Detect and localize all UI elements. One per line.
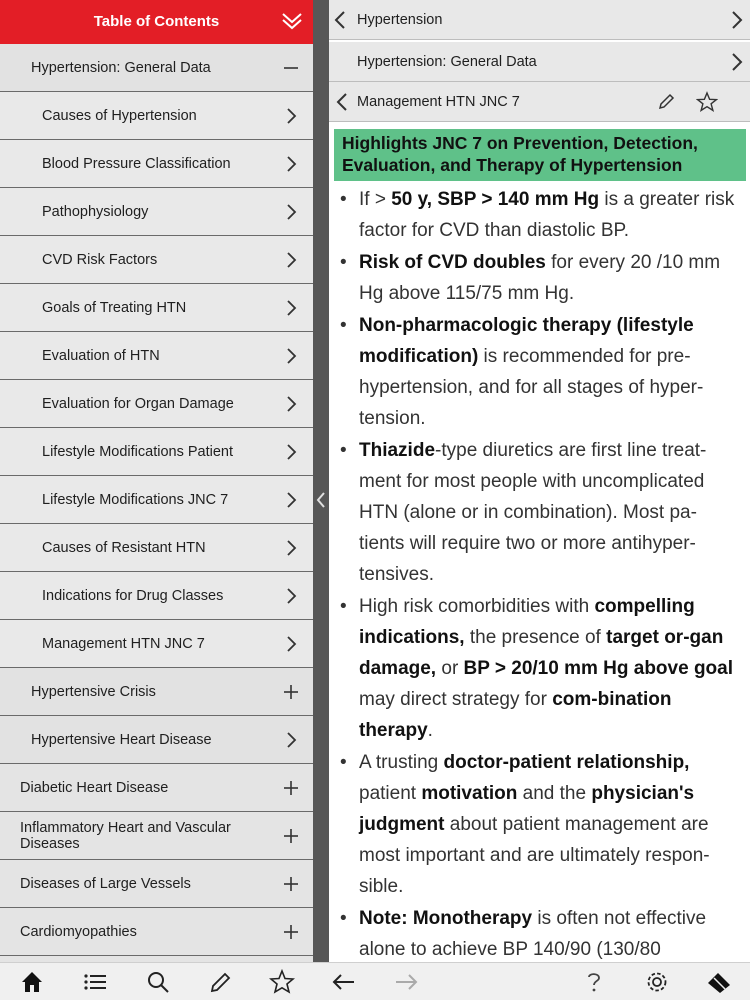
text: is often not effective alone to achieve BP 140/90 (130/80: [359, 908, 707, 960]
nav-level-2[interactable]: [329, 42, 750, 82]
pencil-icon[interactable]: [656, 92, 676, 112]
toc-item-label: Evaluation for Organ Damage: [42, 395, 234, 412]
toc-item-label: Causes of Hypertension: [42, 107, 197, 124]
text: for every 20 /10 mm Hg above 115/75 mm Hg.: [359, 252, 721, 304]
plus-icon[interactable]: [281, 682, 301, 702]
search-icon[interactable]: [145, 969, 171, 995]
text: is recommended for pre-hypertension, and for all stages of hyper-tension.: [359, 346, 704, 429]
toc-item[interactable]: [0, 332, 313, 380]
bullet-item: [337, 591, 742, 746]
text: High risk comorbidities with: [359, 596, 595, 617]
bullet-item: [337, 903, 742, 962]
double-chevron-down-icon[interactable]: [279, 8, 305, 34]
toc-item-label: Goals of Treating HTN: [42, 299, 187, 316]
toc-item-label: Hypertensive Heart Disease: [31, 731, 212, 748]
plus-icon[interactable]: [281, 778, 301, 798]
toc-item-label: Indications for Drug Classes: [42, 587, 224, 604]
star-icon[interactable]: [269, 969, 295, 995]
toc-item[interactable]: [0, 908, 313, 956]
text: If >: [359, 189, 392, 210]
toc-item[interactable]: [0, 140, 313, 188]
toc-item-label: Diabetic Heart Disease: [20, 779, 169, 796]
text: may direct strategy for: [359, 689, 553, 710]
chevron-right-icon[interactable]: [281, 154, 301, 174]
chevron-right-icon[interactable]: [281, 250, 301, 270]
nav-level-1[interactable]: [329, 0, 750, 40]
plus-icon[interactable]: [281, 874, 301, 894]
toc-item[interactable]: [0, 92, 313, 140]
chevron-right-icon[interactable]: [281, 634, 301, 654]
toc-item[interactable]: [0, 860, 313, 908]
bold-text: Risk of CVD doubles: [359, 252, 546, 273]
toc-item[interactable]: [0, 380, 313, 428]
toc-item[interactable]: [0, 428, 313, 476]
nav-level-1-label: Hypertension: [357, 12, 443, 28]
chevron-right-icon[interactable]: [281, 586, 301, 606]
toc-item[interactable]: [0, 716, 313, 764]
home-icon[interactable]: [19, 969, 45, 995]
toc-item[interactable]: [0, 764, 313, 812]
chevron-right-icon[interactable]: [281, 346, 301, 366]
chevron-left-icon[interactable]: [316, 490, 326, 510]
bullet-item: [337, 184, 742, 246]
chevron-right-icon[interactable]: [730, 52, 744, 72]
chevron-right-icon[interactable]: [281, 394, 301, 414]
toc-item-label: Lifestyle Modifications JNC 7: [42, 491, 229, 508]
text: and the: [517, 783, 592, 804]
content-panel: [329, 0, 750, 962]
list-icon[interactable]: [82, 969, 108, 995]
chevron-right-icon[interactable]: [281, 298, 301, 318]
toc-item[interactable]: [0, 44, 313, 92]
text: the presence of: [464, 627, 607, 648]
chevron-right-icon[interactable]: [281, 106, 301, 126]
plus-icon[interactable]: [281, 922, 301, 942]
text: or: [436, 658, 464, 679]
text: .: [427, 720, 433, 741]
bullet-item: [337, 435, 742, 590]
bold-text: 50 y, SBP > 140 mm Hg: [391, 189, 600, 210]
text: about patient management are most important and are ultimately respon-sible.: [359, 814, 710, 897]
pencil-icon[interactable]: [208, 969, 234, 995]
toc-item-label: Evaluation of HTN: [42, 347, 160, 364]
article-heading: Highlights JNC 7 on Prevention, Detection, Evaluation, and Therapy of Hypertension: [334, 129, 746, 181]
plus-icon[interactable]: [281, 826, 301, 846]
bold-text: compelling indications,: [359, 596, 695, 648]
article-content: [329, 122, 750, 962]
toc-item-label: Management HTN JNC 7: [42, 635, 205, 652]
toc-title: Table of Contents: [93, 13, 220, 30]
toc-item-label: Blood Pressure Classification: [42, 155, 231, 172]
text: A trusting: [359, 752, 444, 773]
split-divider[interactable]: [313, 0, 329, 962]
minus-icon[interactable]: [281, 58, 301, 78]
chevron-right-icon[interactable]: [281, 490, 301, 510]
chevron-right-icon[interactable]: [281, 538, 301, 558]
toc-item-label: Pathophysiology: [42, 203, 149, 220]
toc-item-label: Cardiomyopathies: [20, 923, 137, 940]
bold-text: Note: Monotherapy: [359, 908, 533, 929]
toc-panel: [0, 0, 313, 962]
toc-header: [0, 0, 313, 44]
bullet-item: [337, 747, 742, 902]
chevron-right-icon[interactable]: [281, 730, 301, 750]
toc-item[interactable]: [0, 620, 313, 668]
chevron-left-icon[interactable]: [335, 92, 349, 112]
chevron-right-icon[interactable]: [730, 10, 744, 30]
toc-item-label: Inflammatory Heart and Vascular Diseases: [20, 819, 231, 852]
toc-item[interactable]: [0, 572, 313, 620]
toc-list: [0, 44, 313, 956]
chevron-right-icon[interactable]: [281, 202, 301, 222]
toc-item[interactable]: [0, 812, 313, 860]
toc-item[interactable]: [0, 284, 313, 332]
toc-item-label: Diseases of Large Vessels: [20, 875, 191, 892]
text: is a greater risk factor for CVD than diastolic BP.: [359, 189, 735, 241]
star-icon[interactable]: [696, 91, 718, 113]
bold-text: BP > 20/10 mm Hg above goal: [463, 658, 733, 679]
toc-item-label: Hypertension: General Data: [31, 59, 211, 76]
back-arrow-icon[interactable]: [331, 969, 357, 995]
forward-arrow-icon[interactable]: [393, 969, 419, 995]
toc-item[interactable]: [0, 524, 313, 572]
toc-item-label: Causes of Resistant HTN: [42, 539, 206, 556]
nav-level-3[interactable]: [329, 82, 750, 122]
help-icon[interactable]: [581, 969, 607, 995]
text: patient: [359, 783, 422, 804]
nav-level-3-label: Management HTN JNC 7: [357, 94, 520, 110]
toc-item[interactable]: [0, 476, 313, 524]
eraser-icon[interactable]: [706, 969, 732, 995]
chevron-right-icon[interactable]: [281, 442, 301, 462]
bold-text: com-bination therapy: [359, 689, 672, 741]
toc-item-label: Hypertensive Crisis: [31, 683, 156, 700]
toc-item-label: Lifestyle Modifications Patient: [42, 443, 234, 460]
nav-level-2-label: Hypertension: General Data: [357, 54, 537, 70]
bold-text: Non-pharmacologic therapy (lifestyle modification): [359, 315, 694, 367]
bullet-item: [337, 247, 742, 309]
settings-gear-icon[interactable]: [644, 969, 670, 995]
bold-text: physician's judgment: [359, 783, 695, 835]
toc-item[interactable]: [0, 668, 313, 716]
bullet-list: [337, 184, 742, 962]
toc-item-label: CVD Risk Factors: [42, 251, 158, 268]
toc-item[interactable]: [0, 236, 313, 284]
bold-text: doctor-patient relationship,: [443, 752, 690, 773]
bottom-toolbar: [0, 962, 750, 1000]
toc-item[interactable]: [0, 188, 313, 236]
chevron-left-icon[interactable]: [333, 10, 347, 30]
bold-text: motivation: [421, 783, 518, 804]
bullet-item: [337, 310, 742, 434]
bold-text: target or-gan damage,: [359, 627, 724, 679]
text: -type diuretics are first line treat-ment for most people with uncomplicated HTN (alone or in combination). Most pa-tients will require two or more antihyper-tensives.: [359, 440, 707, 585]
bold-text: Thiazide: [359, 440, 436, 461]
